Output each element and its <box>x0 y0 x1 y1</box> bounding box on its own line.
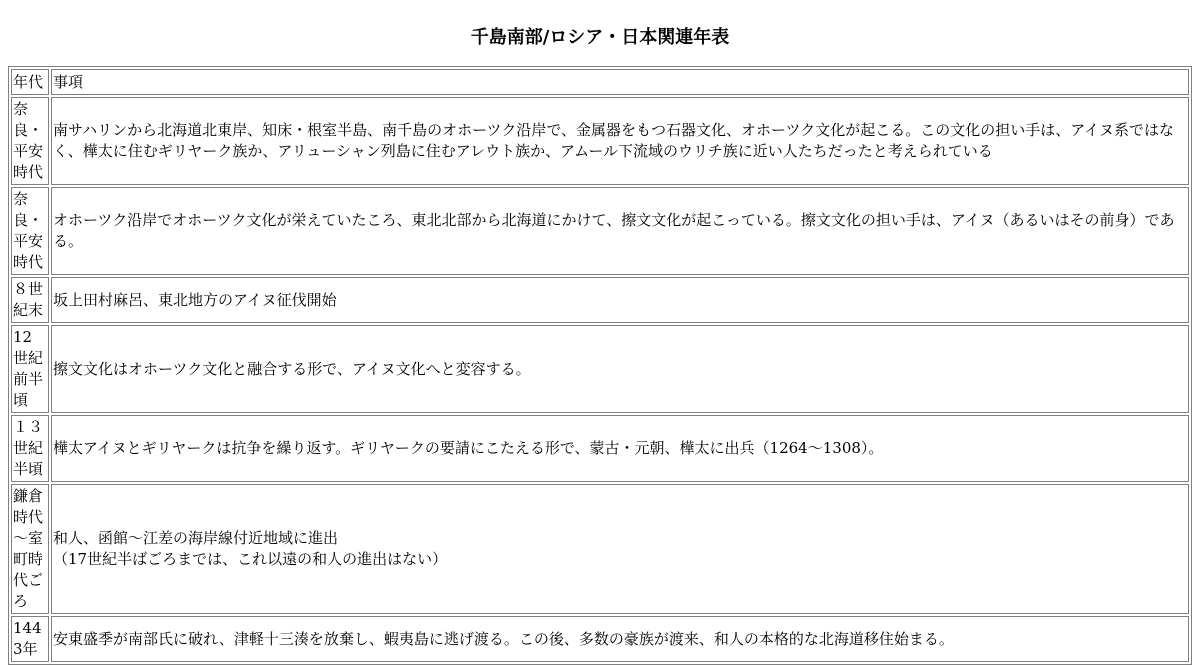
table-header-row <box>11 69 1189 95</box>
table-row <box>11 616 1189 662</box>
table-row <box>11 97 1189 185</box>
event-cell: 南サハリンから北海道北東岸、知床・根室半島、南千島のオホーツク沿岸で、金属器をもつ石器文化、オホーツク文化が起こる。この文化の担い手は、アイヌ系ではなく、樺太に住むギリヤーク族か、アリューシャン列島に住むアレウト族か、アムール下流域のウリチ族に近い人たちだったと考えられている <box>51 97 1189 185</box>
event-cell: オホーツク沿岸でオホーツク文化が栄えていたころ、東北北部から北海道にかけて、擦文文化が起こっている。擦文文化の担い手は、アイヌ（あるいはその前身）である。 <box>51 187 1189 275</box>
era-cell: 奈良・平安時代 <box>11 97 49 185</box>
event-cell: 坂上田村麻呂、東北地方のアイヌ征伐開始 <box>51 277 1189 323</box>
column-header-era: 年代 <box>11 69 49 95</box>
column-header-event: 事項 <box>51 69 1189 95</box>
era-cell: ８世紀末 <box>11 277 49 323</box>
table-row <box>11 187 1189 275</box>
chronology-table <box>8 66 1192 665</box>
era-cell: 鎌倉時代～室町時代ごろ <box>11 484 49 614</box>
table-row <box>11 415 1189 482</box>
era-cell: 奈良・平安時代 <box>11 187 49 275</box>
event-note: （17世紀半ばごろまでは、これ以遠の和人の進出はない） <box>53 550 448 568</box>
event-cell <box>51 484 1189 614</box>
event-cell: 擦文文化はオホーツク文化と融合する形で、アイヌ文化へと変容する。 <box>51 325 1189 413</box>
event-cell: 安東盛季が南部氏に破れ、津軽十三湊を放棄し、蝦夷島に逃げ渡る。この後、多数の豪族が渡来、和人の本格的な北海道移住始まる。 <box>51 616 1189 662</box>
event-text: 和人、函館～江差の海岸線付近地域に進出 <box>53 529 339 547</box>
era-cell: 1443年 <box>11 616 49 662</box>
table-row <box>11 277 1189 323</box>
table-row <box>11 325 1189 413</box>
page-title: 千島南部/ロシア・日本関連年表 <box>470 27 730 48</box>
era-cell: 12世紀前半頃 <box>11 325 49 413</box>
event-cell: 樺太アイヌとギリヤークは抗争を繰り返す。ギリヤークの要請にこたえる形で、蒙古・元朝、樺太に出兵（1264～1308）。 <box>51 415 1189 482</box>
era-cell: １３世紀半頃 <box>11 415 49 482</box>
table-row <box>11 484 1189 614</box>
